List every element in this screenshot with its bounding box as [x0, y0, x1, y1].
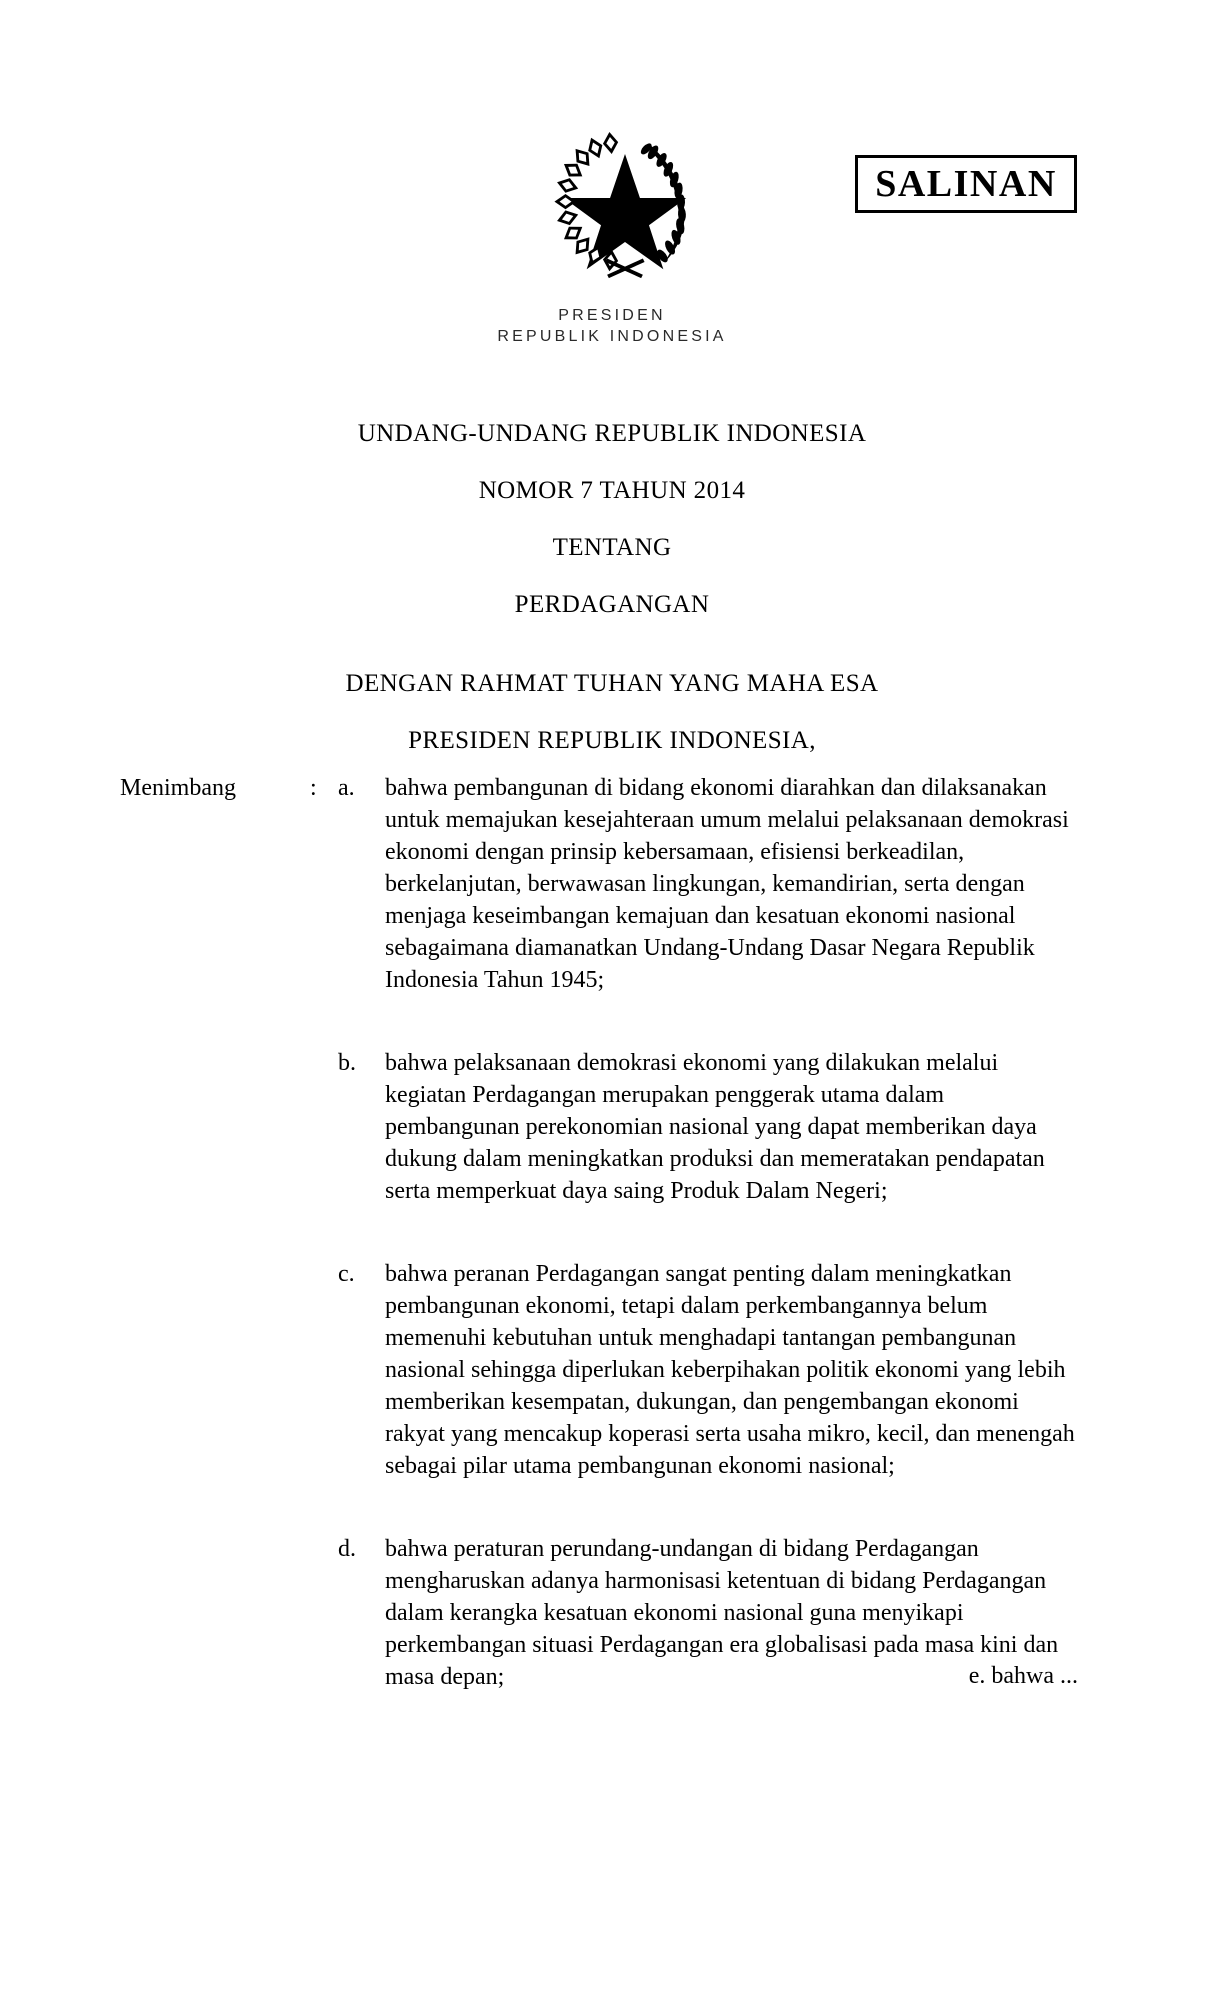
document-header [0, 0, 1224, 370]
list-item [338, 1533, 1078, 1725]
considerations-section [0, 772, 1224, 1725]
considerations-colon: : [310, 775, 317, 801]
document-title-block [0, 405, 1224, 633]
title-about-label: TENTANG [552, 534, 672, 561]
page-continuation-marker: e. bahwa ... [968, 1663, 1078, 1689]
emblem-caption [0, 305, 1224, 347]
list-item [338, 772, 1078, 1028]
list-item-marker: a. [338, 775, 355, 801]
document-preamble [0, 655, 1224, 769]
list-item-text: bahwa pelaksanaan demokrasi ekonomi yang dilakukan melalui kegiatan Perdagangan merupakan penggerak utama dalam pembangunan perekonomian nasional yang dapat memberikan daya dukung dalam meningkatkan produksi dan memeratakan pendapatan serta memperkuat daya saing Produk Dalam Negeri; [385, 1050, 1045, 1204]
emblem-caption-line-1: PRESIDEN [558, 307, 666, 324]
list-item-text: bahwa peraturan perundang-undangan di bidang Perdagangan mengharuskan adanya harmonisasi ketentuan di bidang Perdagangan dalam kerangka kesatuan ekonomi nasional guna menyikapi perkembangan situasi Perdagangan era globalisasi pada masa kini dan masa depan; [385, 1536, 1059, 1690]
salinan-stamp [855, 155, 1077, 213]
indonesia-presidential-emblem-icon [540, 120, 710, 290]
preamble-invocation: DENGAN RAHMAT TUHAN YANG MAHA ESA [345, 670, 879, 697]
list-item [338, 1047, 1078, 1239]
emblem-caption-line-2: REPUBLIK INDONESIA [497, 328, 727, 345]
salinan-stamp-label: SALINAN [875, 163, 1057, 205]
title-law-type: UNDANG-UNDANG REPUBLIK INDONESIA [357, 420, 867, 447]
title-number-year: NOMOR 7 TAHUN 2014 [478, 477, 746, 504]
list-item-marker: d. [338, 1536, 356, 1562]
title-subject: PERDAGANGAN [514, 591, 710, 618]
list-item-marker: c. [338, 1261, 355, 1287]
list-item [338, 1258, 1078, 1514]
list-item-text: bahwa pembangunan di bidang ekonomi diarahkan dan dilaksanakan untuk memajukan kesejahteraan umum melalui pelaksanaan demokrasi ekonomi dengan prinsip kebersamaan, efisiensi berkeadilan, berkelanjutan, berwawasan lingkungan, kemandirian, serta dengan menjaga keseimbangan kemajuan dan kesatuan ekonomi nasional sebagaimana diamanatkan Undang-Undang Dasar Negara Republik Indonesia Tahun 1945; [385, 775, 1069, 993]
list-item-text: bahwa peranan Perdagangan sangat penting dalam meningkatkan pembangunan ekonomi, tetapi dalam perkembangannya belum memenuhi kebutuhan untuk menghadapi tantangan pembangunan nasional sehingga diperlukan keberpihakan politik ekonomi yang lebih memberikan kesempatan, dukungan, dan pengembangan ekonomi rakyat yang mencakup koperasi serta usaha mikro, kecil, dan menengah sebagai pilar utama pembangunan ekonomi nasional; [385, 1261, 1075, 1479]
list-item-marker: b. [338, 1050, 356, 1076]
considerations-label: Menimbang [120, 775, 236, 801]
preamble-issuer: PRESIDEN REPUBLIK INDONESIA, [408, 727, 816, 754]
considerations-list [0, 772, 1224, 1725]
